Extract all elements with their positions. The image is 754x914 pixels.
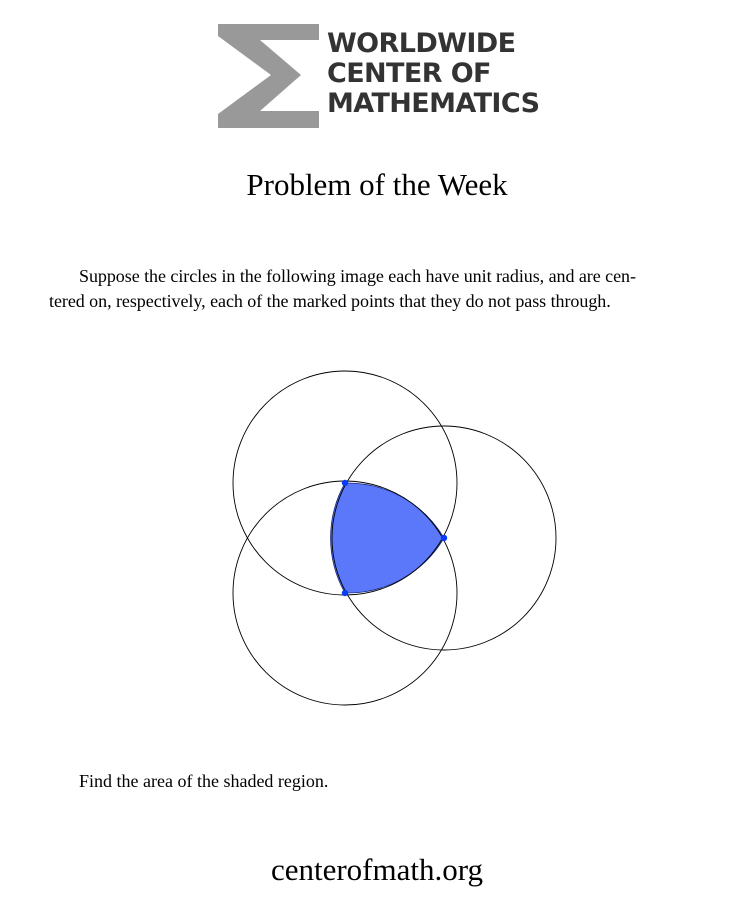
- problem-line-2: tered on, respectively, each of the marked points that they do not pass through.: [49, 291, 611, 311]
- point-top: [342, 480, 348, 486]
- logo-line-1: WORLDWIDE: [327, 28, 516, 59]
- website-footer: centerofmath.org: [270, 852, 484, 887]
- problem-line-1: Suppose the circles in the following image each have unit radius, and are cen-: [79, 266, 636, 286]
- page-title: Problem of the Week: [246, 167, 508, 202]
- shaded-region: [331, 483, 444, 593]
- logo-line-2: CENTER OF: [327, 58, 491, 89]
- point-bottom: [342, 590, 348, 596]
- point-right: [441, 535, 447, 541]
- logo-line-3: MATHEMATICS: [327, 88, 540, 119]
- question-text: Find the area of the shaded region.: [79, 771, 329, 791]
